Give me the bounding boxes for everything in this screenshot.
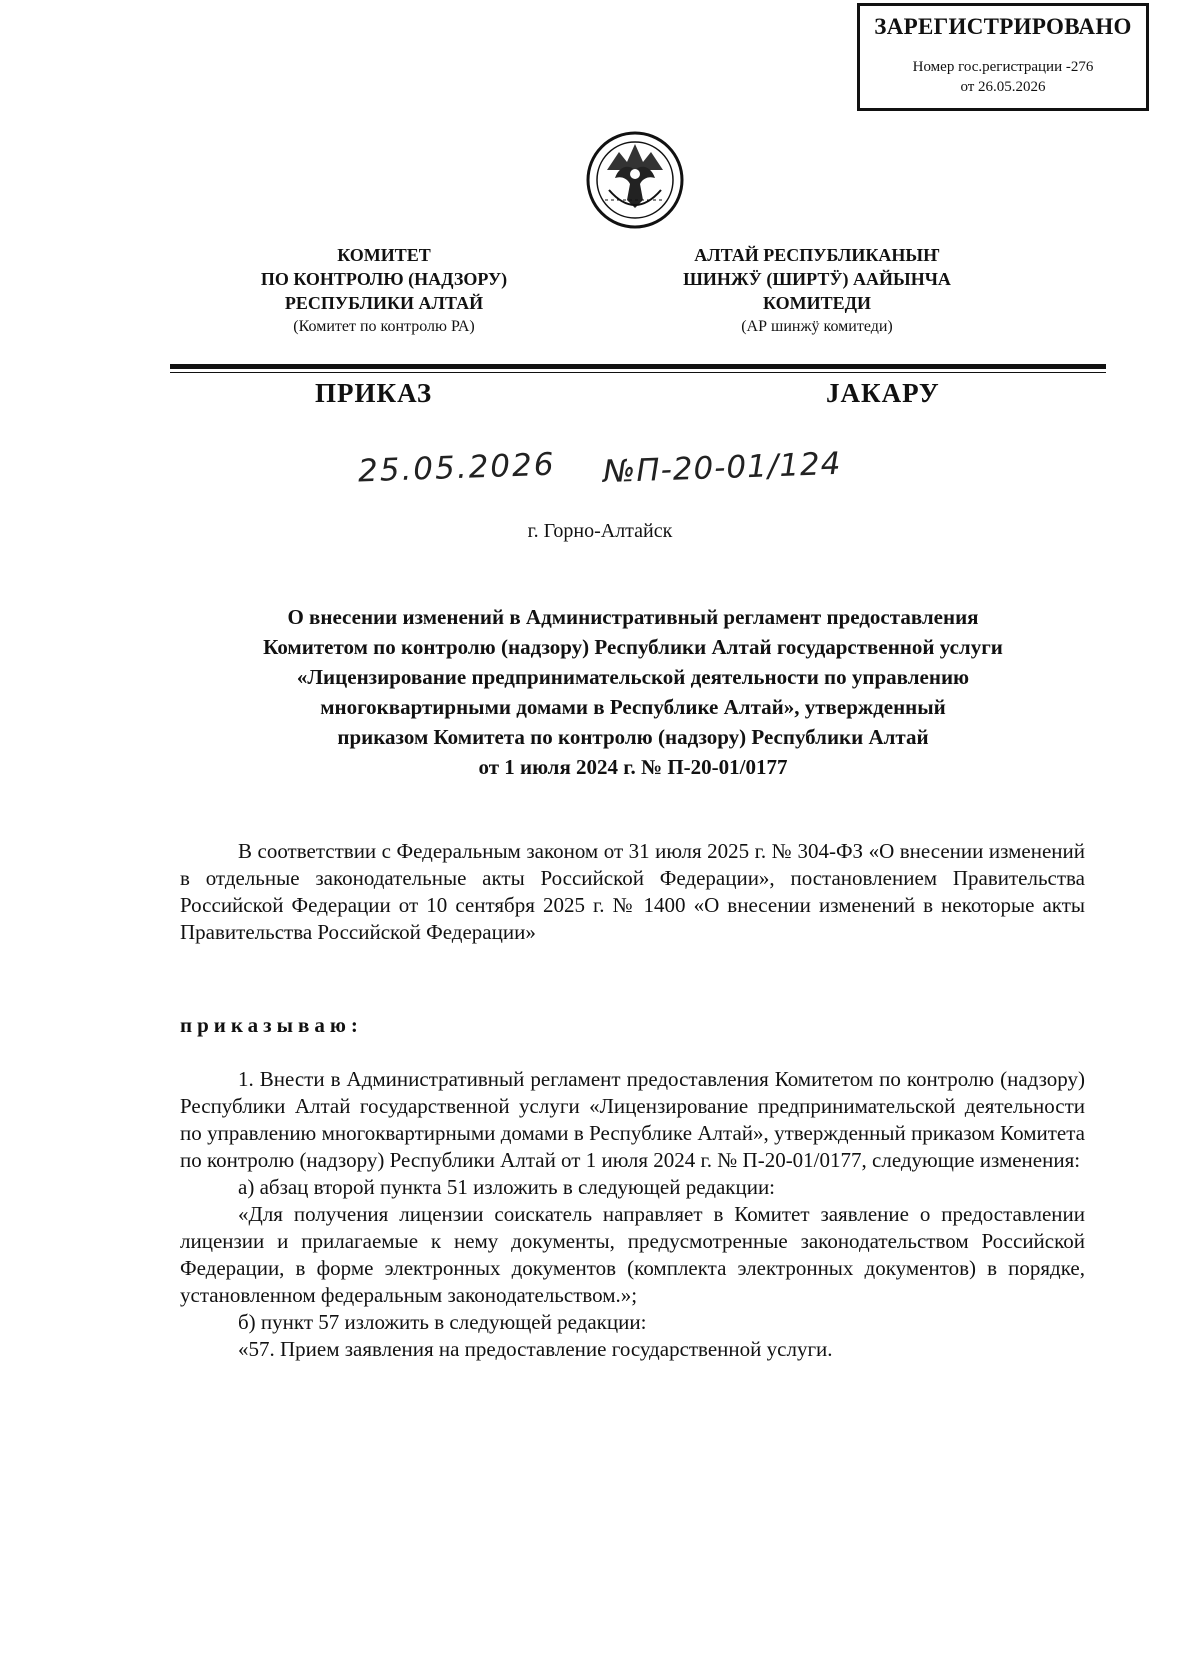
title-line: «Лицензирование предпринимательской деятельности по управлению [296, 665, 970, 689]
preamble-block [180, 838, 1085, 946]
title-line: многоквартирными домами в Республике Алтай», утвержденный [320, 695, 946, 719]
header-left-line4: (Комитет по контролю РА) [293, 318, 475, 335]
header-divider-thin [170, 372, 1106, 373]
coat-of-arms-icon [585, 130, 685, 230]
registration-stamp [857, 3, 1149, 111]
order-word: приказываю: [180, 1013, 363, 1037]
stamp-reg-date: от 26.05.2026 [960, 79, 1046, 95]
title-line: приказом Комитета по контролю (надзору) Республики Алтай [337, 725, 929, 749]
doc-kind-altai: ЈАКАРУ [826, 378, 940, 408]
item-1-a-quote: «Для получения лицензии соискатель направляет в Комитет заявление о предоставлении лицензии и прилагаемые к нему документы, предусмотренные законодательством Российской Федерации, в форме электронных документов (комплекта электронных документов) в порядке, установленном федеральным законодательством.»; [180, 1202, 1085, 1307]
handwritten-number: №П-20-01/124 [602, 445, 842, 491]
header-right-line2: ШИНЖӰ (ШИРТӰ) ААЙЫНЧА [683, 269, 951, 289]
handwritten-date: 25.05.2026 [357, 446, 557, 490]
header-right-line1: АЛТАЙ РЕСПУБЛИКАНЫҤ [694, 245, 940, 265]
title-line: Комитетом по контролю (надзору) Республики Алтай государственной услуги [263, 635, 1003, 659]
item-1-text: 1. Внести в Административный регламент предоставления Комитетом по контролю (надзору) Республики Алтай государственной услуги «Лицензирование предпринимательской деятельности по управлению многоквартирными домами в Республике Алтай», утвержденный приказом Комитета по контролю (надзору) Республики Алтай от 1 июля 2024 г. № П-20-01/0177, следующие изменения: [180, 1067, 1085, 1172]
title-line: О внесении изменений в Административный регламент предоставления [287, 605, 979, 629]
stamp-reg-number: Номер гос.регистрации -276 [912, 59, 1094, 75]
stamp-title: ЗАРЕГИСТРИРОВАНО [874, 14, 1132, 39]
item-1-b-quote: «57. Прием заявления на предоставление государственной услуги. [238, 1337, 833, 1361]
item-1-a: а) абзац второй пункта 51 изложить в следующей редакции: [238, 1175, 776, 1199]
header-left-line3: РЕСПУБЛИКИ АЛТАЙ [284, 293, 484, 313]
preamble-text: В соответствии с Федеральным законом от 31 июля 2025 г. № 304-ФЗ «О внесении изменений в отдельные законодательные акты Российской Федерации», постановлением Правительства Российской Федерации от 10 сентября 2025 г. № 1400 «О внесении изменений в некоторые акты Правительства Российской Федерации» [180, 839, 1085, 944]
header-right-line4: (АР шинжӱ комитеди) [741, 318, 893, 335]
header-right-line3: КОМИТЕДИ [763, 293, 871, 313]
header-right [627, 243, 1007, 339]
header-left-line2: ПО КОНТРОЛЮ (НАДЗОРУ) [260, 269, 508, 289]
doc-kind-russian: ПРИКАЗ [315, 378, 433, 408]
document-title [180, 602, 1086, 782]
item-1-block [180, 1066, 1085, 1363]
item-1-b: б) пункт 57 изложить в следующей редакции: [238, 1310, 647, 1334]
title-line: от 1 июля 2024 г. № П-20-01/0177 [478, 755, 788, 779]
header-divider-thick [170, 364, 1106, 369]
header-left [194, 243, 574, 339]
city: г. Горно-Алтайск [527, 520, 673, 542]
header-left-line1: КОМИТЕТ [337, 245, 431, 265]
